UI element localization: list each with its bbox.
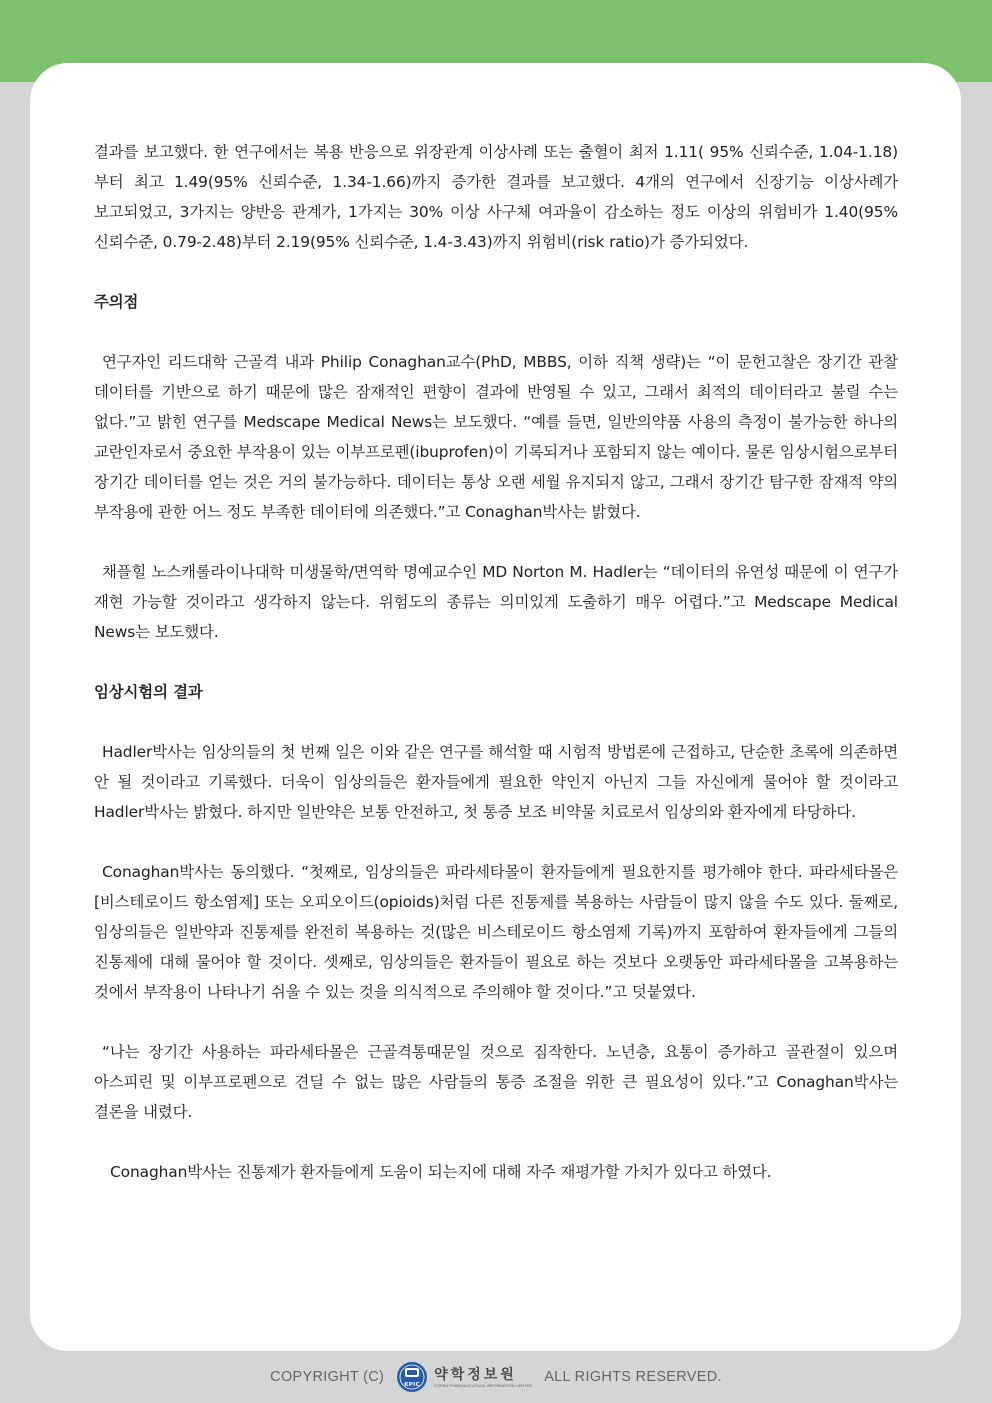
document-page bbox=[30, 63, 961, 1351]
paragraph-conaghan-reassessment: Conaghan박사는 진통제가 환자들에게 도움이 되는지에 대해 자주 재평가할 가치가 있다고 하였다. bbox=[110, 1163, 772, 1181]
org-name-korean: 약학정보원 bbox=[434, 1365, 517, 1382]
paragraph-conaghan-conclusion: “나는 장기간 사용하는 파라세타몰은 근골격통때문일 것으로 짐작한다. 노년층, 요통이 증가하고 골관절이 있으며 아스피린 및 이부프로펜으로 견딜 수 없는 많은 사람들의 통증 조절을 위한 큰 필요성이 있다.”고 Conaghan박사는 결론을 내렸다. bbox=[94, 1043, 898, 1121]
paragraph-conaghan-agreement: Conaghan박사는 동의했다. “첫째로, 임상의들은 파라세타몰이 환자들에게 필요한지를 평가해야 한다. 파라세타몰은 [비스테로이드 항소염제] 또는 오피오이드(opioids)처럼 다른 진통제를 복용하는 사람들이 많지 않을 수도 있다. 둘째로, 임상의들은 일반약과 진통제를 완전히 복용하는 것(많은 비스테로이드 항소염제 기록)까지 포함하여 환자들에게 그들의 진통제에 대해 물어야 할 것이다. 셋째로, 임상의들은 환자들이 필요로 하는 것보다 오랫동안 파라세타몰을 고복용하는 것에서 부작용이 나타나기 쉬울 수 있는 것을 의식적으로 주의해야 할 것이다.”고 덧붙였다. bbox=[94, 863, 898, 1001]
document-body bbox=[94, 137, 898, 1217]
kpic-seal-icon bbox=[396, 1361, 428, 1393]
paragraph-hadler-advice: Hadler박사는 임상의들의 첫 번째 일은 이와 같은 연구를 해석할 때 시험적 방법론에 근접하고, 단순한 초록에 의존하면 안 될 것이라고 기록했다. 더욱이 임상의들은 환자들에게 필요한 약인지 아닌지 그들 자신에게 물어야 할 것이라고 Hadler박사는 밝혔다. 하지만 일반약은 보통 안전하고, 첫 통증 보조 비약물 치료로서 임상의와 환자에게 타당하다. bbox=[94, 743, 898, 821]
section-heading-precautions: 주의점 bbox=[94, 293, 139, 311]
section-heading-clinical-results: 임상시험의 결과 bbox=[94, 683, 203, 701]
paragraph-conaghan-statement: 연구자인 리드대학 근골격 내과 Philip Conaghan교수(PhD, MBBS, 이하 직책 생략)는 “이 문헌고찰은 장기간 관찰 데이터를 기반으로 하기 때문에 많은 잠재적인 편향이 결과에 반영될 수 있고, 그래서 최적의 데이터라고 불릴 수는 없다.”고 밝힌 연구를 Medscape Medical News는 보도했다. “예를 들면, 일반의약품 사용의 측정이 불가능한 하나의 교란인자로서 중요한 부작용이 있는 이부프로펜(ibuprofen)이 기록되거나 포함되지 않는 예이다. 물론 임상시험으로부터 장기간 데이터를 얻는 것은 거의 불가능하다. 데이터는 통상 오랜 세월 유지되지 않고, 그래서 장기간 탐구한 잠재적 약의 부작용에 관한 어느 정도 부족한 데이터에 의존했다.”고 Conaghan박사는 밝혔다. bbox=[94, 353, 898, 521]
seal-text: KPIC bbox=[404, 1382, 420, 1388]
rights-text: ALL RIGHTS RESERVED. bbox=[544, 1369, 722, 1385]
paragraph-hadler-statement: 채플힐 노스캐롤라이나대학 미생물학/면역학 명예교수인 MD Norton M. Hadler는 “데이터의 유연성 때문에 이 연구가 재현 가능할 것이라고 생각하지 않는다. 위험도의 종류는 의미있게 도출하기 매우 어렵다.”고 Medscape Medical News는 보도했다. bbox=[94, 563, 898, 641]
footer-copyright bbox=[0, 1357, 992, 1397]
org-name-english: KOREA PHARMACEUTICAL INFORMATION CENTER bbox=[434, 1382, 533, 1388]
kpic-logo bbox=[396, 1361, 532, 1393]
copyright-text: COPYRIGHT (C) bbox=[270, 1369, 385, 1385]
paragraph-results-continued: 결과를 보고했다. 한 연구에서는 복용 반응으로 위장관계 이상사례 또는 출혈이 최저 1.11( 95% 신뢰수준, 1.04-1.18)부터 최고 1.49(95% 신뢰수준, 1.34-1.66)까지 증가한 결과를 보고했다. 4개의 연구에서 신장기능 이상사례가 보고되었고, 3가지는 양반응 관계가, 1가지는 30% 이상 사구체 여과율이 감소하는 정도 이상의 위험비가 1.40(95% 신뢰수준, 0.79-2.48)부터 2.19(95% 신뢰수준, 1.4-3.43)까지 위험비(risk ratio)가 증가되었다. bbox=[94, 143, 898, 251]
